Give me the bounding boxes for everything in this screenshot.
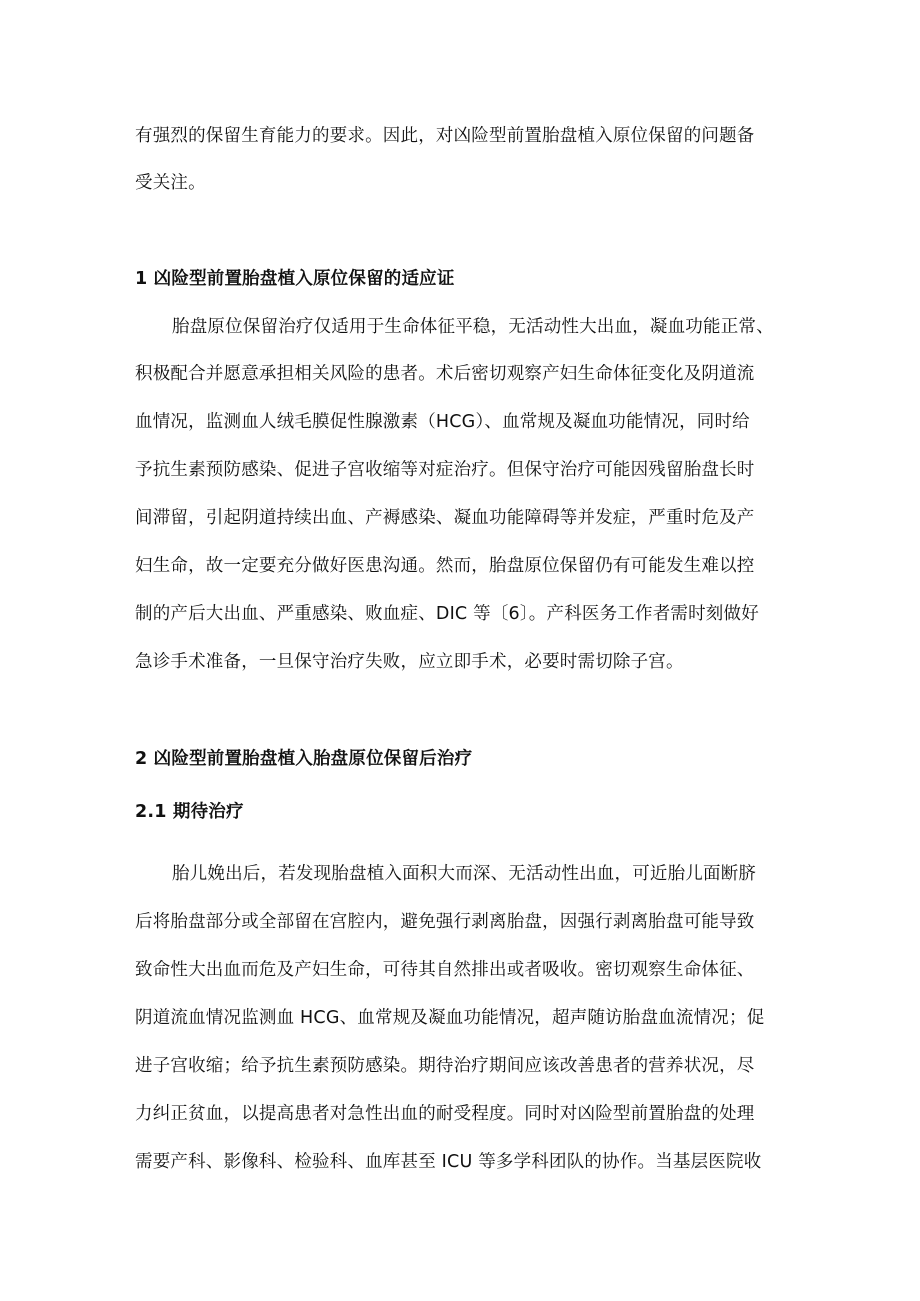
section-1-line-3: 血情况，监测血人绒毛膜促性腺激素（HCG）、血常规及凝血功能情况，同时给 (135, 412, 750, 432)
section-1-line-4: 予抗生素预防感染、促进子宫收缩等对症治疗。但保守治疗可能因残留胎盘长时 (135, 460, 755, 480)
section-2-line-7: 需要产科、影像科、检验科、血库甚至 ICU 等多学科团队的协作。当基层医院收 (135, 1152, 762, 1172)
intro-line-2: 受关注。 (135, 173, 206, 193)
section-2-line-5: 进子宫收缩；给予抗生素预防感染。期待治疗期间应该改善患者的营养状况，尽 (135, 1056, 755, 1076)
section-2-heading: 2 凶险型前置胎盘植入胎盘原位保留后治疗 (135, 749, 473, 769)
section-2-line-1: 胎儿娩出后，若发现胎盘植入面积大而深、无活动性出血，可近胎儿面断脐 (172, 864, 757, 884)
section-1-line-8: 急诊手术准备，一旦保守治疗失败，应立即手术，必要时需切除子宫。 (135, 652, 684, 672)
section-2-1-subheading: 2.1 期待治疗 (135, 802, 244, 822)
section-2-line-3: 致命性大出血而危及产妇生命，可待其自然排出或者吸收。密切观察生命体征、 (135, 960, 755, 980)
section-1-heading: 1 凶险型前置胎盘植入原位保留的适应证 (135, 269, 455, 289)
section-1-line-1: 胎盘原位保留治疗仅适用于生命体征平稳，无活动性大出血，凝血功能正常、 (172, 317, 774, 337)
intro-line-1: 有强烈的保留生育能力的要求。因此，对凶险型前置胎盘植入原位保留的问题备 (135, 126, 755, 146)
section-2-line-4: 阴道流血情况监测血 HCG、血常规及凝血功能情况，超声随访胎盘血流情况；促 (135, 1008, 765, 1028)
section-1-line-5: 间滞留，引起阴道持续出血、产褥感染、凝血功能障碍等并发症，严重时危及产 (135, 508, 755, 528)
section-1-line-2: 积极配合并愿意承担相关风险的患者。术后密切观察产妇生命体征变化及阴道流 (135, 364, 755, 384)
section-2-line-6: 力纠正贫血，以提高患者对急性出血的耐受程度。同时对凶险型前置胎盘的处理 (135, 1104, 755, 1124)
section-2-line-2: 后将胎盘部分或全部留在宫腔内，避免强行剥离胎盘，因强行剥离胎盘可能导致 (135, 912, 755, 932)
section-1-line-7: 制的产后大出血、严重感染、败血症、DIC 等〔6〕。产科医务工作者需时刻做好 (135, 604, 759, 624)
section-1-line-6: 妇生命，故一定要充分做好医患沟通。然而，胎盘原位保留仍有可能发生难以控 (135, 556, 755, 576)
